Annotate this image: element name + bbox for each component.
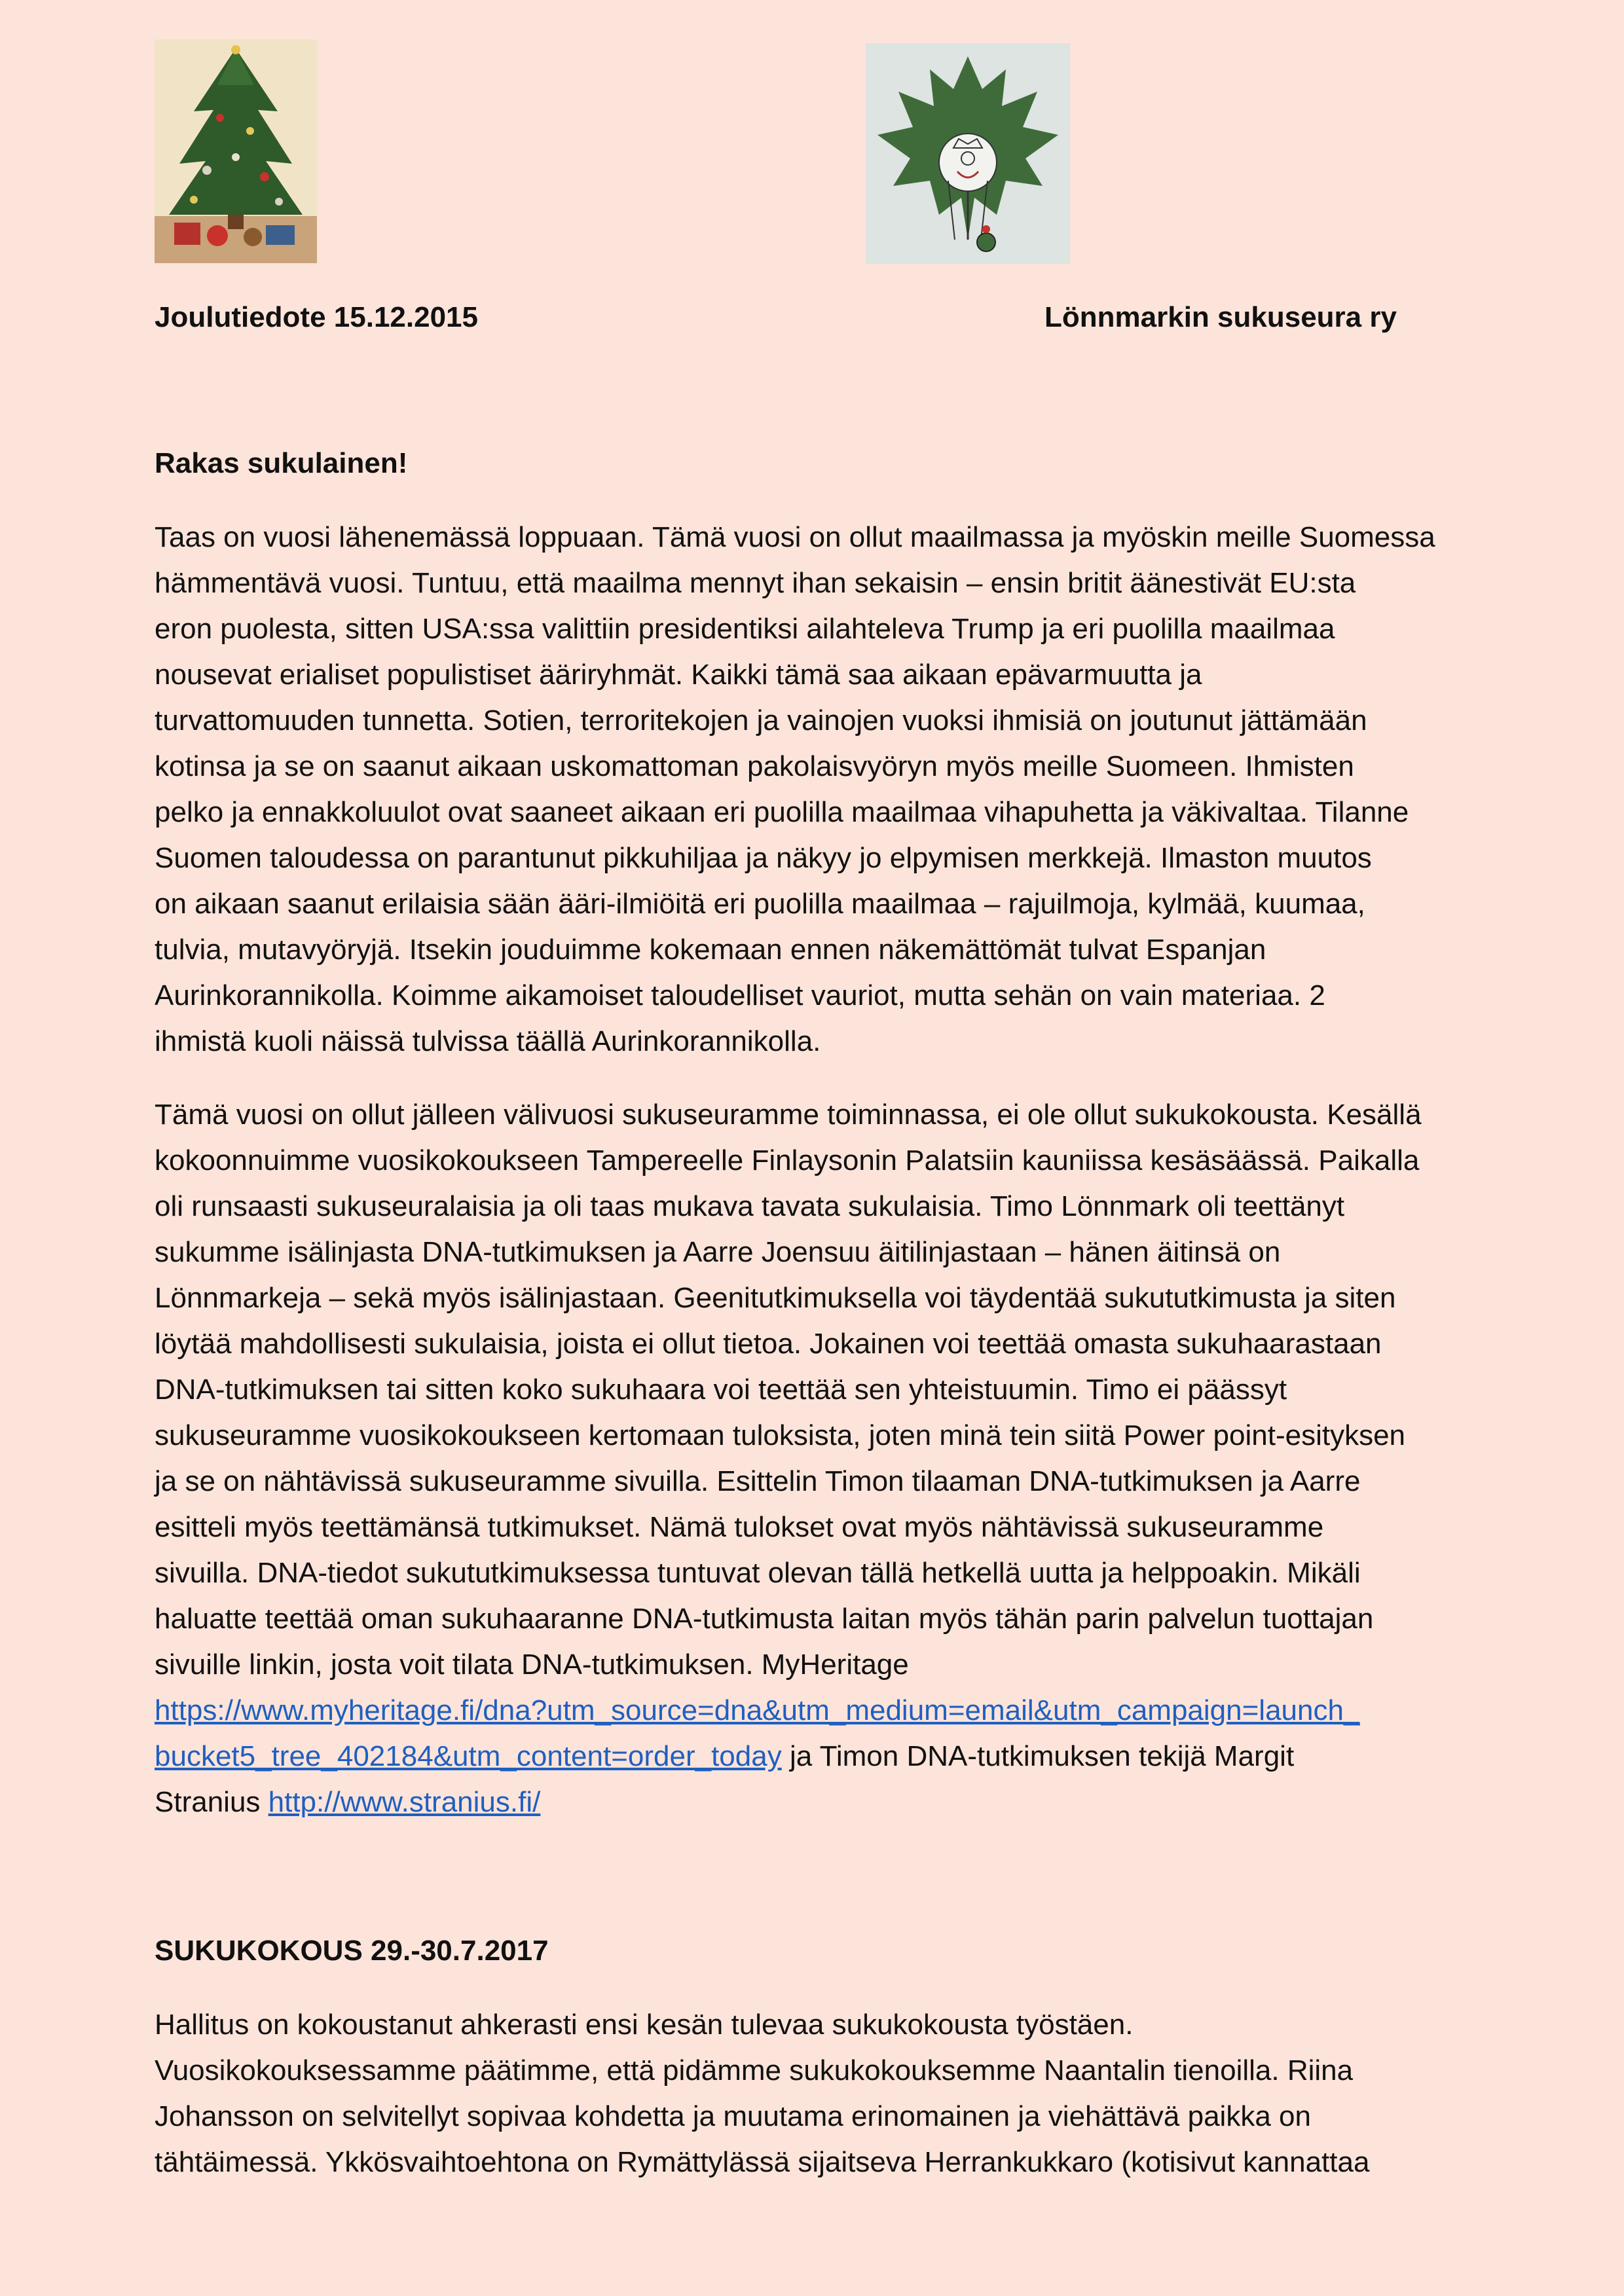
text-line: Suomen taloudessa on parantunut pikkuhiljaa ja näkyy jo elpymisen merkkejä. Ilmaston muutos [155,842,1372,874]
text-line: sukumme isälinjasta DNA-tutkimuksen ja Aarre Joensuu äitilinjastaan – hänen äitinsä on [155,1236,1281,1268]
text-line: löytää mahdollisesti sukulaisia, joista ei ollut tietoa. Jokainen voi teettää omasta sukuhaarastaan [155,1328,1382,1360]
text-line: ihmistä kuoli näissä tulvissa täällä Aurinkorannikolla. [155,1025,821,1057]
myheritage-link[interactable]: https://www.myheritage.fi/dna?utm_source=dna&utm_medium=email&utm_campaign=launch_ [155,1694,1360,1726]
text-line: tähtäimessä. Ykkösvaihtoehtona on Rymättylässä sijaitseva Herrankukkaro (kotisivut kannattaa [155,2146,1370,2178]
christmas-tree-image [155,39,317,263]
family-crest-image [866,43,1070,264]
link-line [155,1734,1471,1779]
text-line: DNA-tutkimuksen tai sitten koko sukuhaara voi teettää sen yhteistuumin. Timo ei päässyt [155,1374,1287,1406]
text-line: Lönnmarkeja – sekä myös isälinjastaan. Geenitutkimuksella voi täydentää sukututkimusta ja siten [155,1282,1396,1314]
text-line: Aurinkorannikolla. Koimme aikamoiset taloudelliset vauriot, mutta sehän on vain materiaa. 2 [155,979,1325,1011]
family-meeting-heading: SUKUKOKOUS 29.-30.7.2017 [155,1935,549,1967]
text-line: kokoonnuimme vuosikokoukseen Tampereelle Finlaysonin Palatsiin kauniissa kesäsäässä. Paikalla [155,1144,1420,1176]
text-line: Hallitus on kokoustanut ahkerasti ensi kesän tulevaa sukukokousta työstäen. [155,2009,1134,2041]
paragraph-year-review [155,515,1471,1065]
text-line: pelko ja ennakkoluulot ovat saaneet aikaan eri puolilla maailmaa vihapuhetta ja väkivaltaa. Tilanne [155,796,1409,828]
association-name: Lönnmarkin sukuseura ry [1044,301,1397,333]
text-line: sivuilla. DNA-tiedot sukututkimuksessa tuntuvat olevan tällä hetkellä uutta ja helppoakin. Mikäli [155,1557,1361,1589]
text-line: esitteli myös teettämänsä tutkimukset. Nämä tulokset ovat myös nähtävissä sukuseuramme [155,1511,1324,1543]
text-line: tulvia, mutavyöryjä. Itsekin jouduimme kokemaan ennen näkemättömät tulvat Espanjan [155,934,1266,966]
text-line: sivuille linkin, josta voit tilata DNA-tutkimuksen. MyHeritage [155,1649,909,1681]
text-line: eron puolesta, sitten USA:ssa valittiin presidentiksi ailahteleva Trump ja eri puolilla maailmaa [155,613,1335,645]
text-line: ja se on nähtävissä sukuseuramme sivuilla. Esittelin Timon tilaaman DNA-tutkimuksen ja Aarre [155,1465,1361,1497]
text-line: Tämä vuosi on ollut jälleen välivuosi sukuseuramme toiminnassa, ei ole ollut sukukokousta. Kesällä [155,1099,1422,1131]
text-line: hämmentävä vuosi. Tuntuu, että maailma mennyt ihan sekaisin – ensin britit äänestivät EU:sta [155,567,1356,599]
text-line: turvattomuuden tunnetta. Sotien, terroritekojen ja vainojen vuoksi ihmisiä on joutunut jättämään [155,704,1367,737]
link-line [155,1688,1471,1734]
text-line: sukuseuramme vuosikokoukseen kertomaan tuloksista, joten minä tein siitä Power point-esityksen [155,1419,1406,1451]
link-line [155,1779,1471,1825]
text-line: on aikaan saanut erilaisia sään ääri-ilmiöitä eri puolilla maailmaa – rajuilmoja, kylmää, kuumaa, [155,888,1365,920]
text-after-link: ja Timon DNA-tutkimuksen tekijä Margit [781,1740,1295,1772]
text-line: haluatte teettää oman sukuhaaranne DNA-tutkimusta laitan myös tähän parin palvelun tuottajan [155,1603,1374,1635]
newsletter-date-title: Joulutiedote 15.12.2015 [155,301,478,333]
text-line: Taas on vuosi lähenemässä loppuaan. Tämä vuosi on ollut maailmassa ja myöskin meille Suomessa [155,521,1435,553]
text-line: oli runsaasti sukuseuralaisia ja oli taas mukava tavata sukulaisia. Timo Lönnmark oli teettänyt [155,1190,1345,1222]
paragraph-dna-research [155,1092,1471,1825]
text-line: Johansson on selvitellyt sopivaa kohdetta ja muutama erinomainen ja viehättävä paikka on [155,2100,1311,2132]
myheritage-link-continued[interactable]: bucket5_tree_402184&utm_content=order_today [155,1740,782,1772]
text-line: nousevat erialiset populistiset ääriryhmät. Kaikki tämä saa aikaan epävarmuutta ja [155,659,1202,691]
paragraph-family-meeting [155,2002,1471,2185]
stranius-link[interactable]: http://www.stranius.fi/ [268,1786,541,1818]
text-line: kotinsa ja se on saanut aikaan uskomattoman pakolaisvyöryn myös meille Suomeen. Ihmisten [155,750,1354,782]
text-line: Vuosikokouksessamme päätimme, että pidämme sukukokouksemme Naantalin tienoilla. Riina [155,2054,1354,2086]
stranius-prefix: Stranius [155,1786,268,1818]
greeting-heading: Rakas sukulainen! [155,447,408,479]
